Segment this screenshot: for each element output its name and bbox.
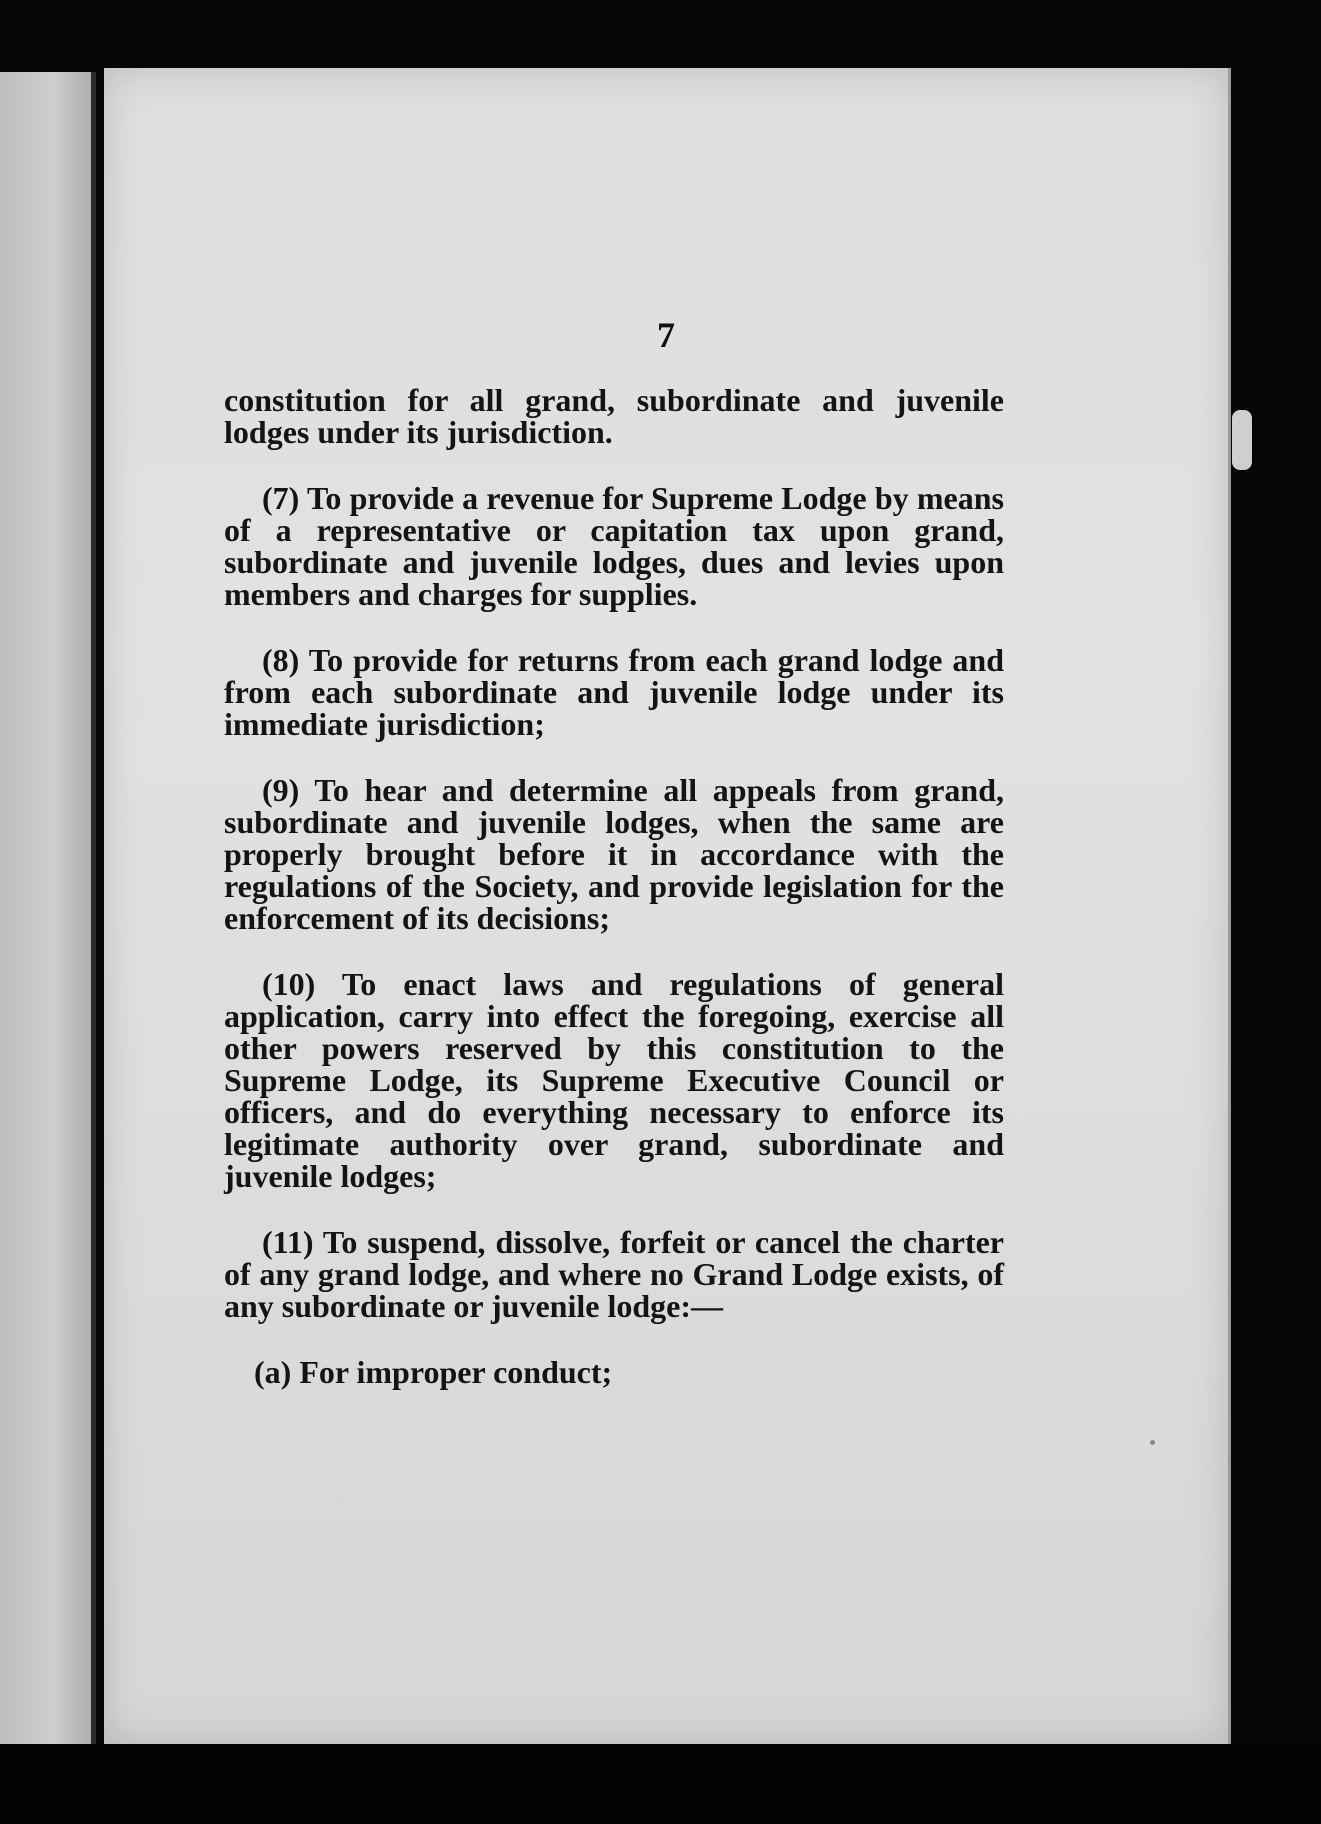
body-text bbox=[224, 384, 1004, 1388]
dust-speck bbox=[1232, 410, 1252, 470]
paragraph-clause-10: (10) To enact laws and regulations of general application, carry into effect the foregoing, exercise all other powers reserved by this constitution to the Supreme Lodge, its Supreme Executive Council or officers, and do everything necessary to enforce its legitimate authority over grand, subordinate and juvenile lodges; bbox=[224, 966, 1004, 1194]
paragraph-clause-8: (8) To provide for returns from each grand lodge and from each subordinate and juvenile lodge under its immediate jurisdiction; bbox=[224, 642, 1004, 742]
paragraph-clause-7: (7) To provide a revenue for Supreme Lodge by means of a representative or capitation tax upon grand, subordinate and juvenile lodges, dues and levies upon members and charges for supplies. bbox=[224, 480, 1004, 612]
facing-page-edge bbox=[0, 72, 96, 1744]
scan-border-bottom bbox=[0, 1744, 1321, 1824]
page-number: 7 bbox=[657, 315, 675, 355]
paragraph-continuation: constitution for all grand, subordinate and juvenile lodges under its jurisdiction. bbox=[224, 382, 1004, 450]
dust-speck bbox=[340, 1500, 344, 1504]
paragraph-clause-11a: (a) For improper conduct; bbox=[254, 1354, 613, 1390]
document-page bbox=[104, 68, 1231, 1744]
dust-speck bbox=[1150, 1440, 1155, 1445]
paragraph-clause-11: (11) To suspend, dissolve, forfeit or cancel the charter of any grand lodge, and where no Grand Lodge exists, of any subordinate or juvenile lodge:— bbox=[224, 1224, 1004, 1324]
paragraph-clause-9: (9) To hear and determine all appeals from grand, subordinate and juvenile lodges, when the same are properly brought before it in accordance with the regulations of the Society, and provide legislation for the enforcement of its decisions; bbox=[224, 772, 1004, 936]
